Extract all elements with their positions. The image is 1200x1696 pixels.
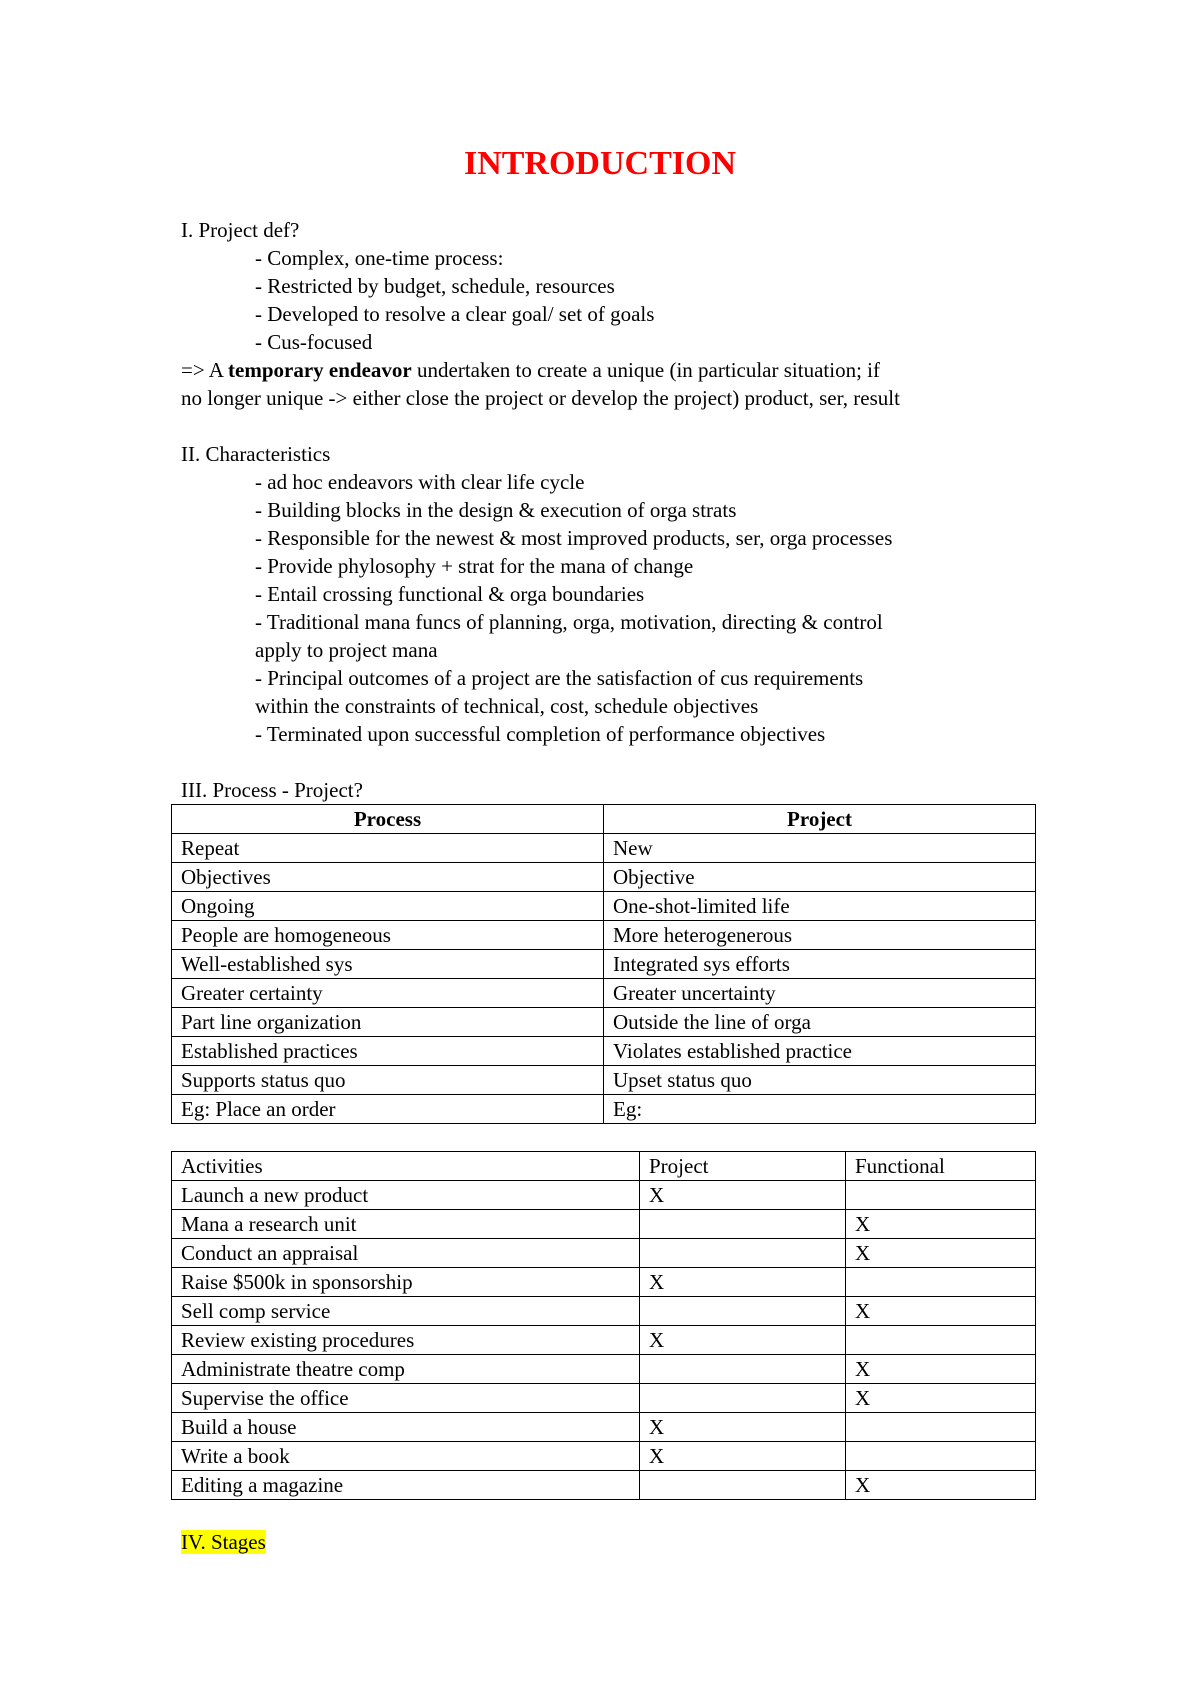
table-row xyxy=(172,1297,1036,1326)
table-cell: New xyxy=(604,834,1036,863)
table-cell: X xyxy=(640,1268,846,1297)
characteristic-line: - Traditional mana funcs of planning, orga, motivation, directing & control xyxy=(255,610,883,634)
table-cell xyxy=(846,1326,1036,1355)
table-cell: Greater uncertainty xyxy=(604,979,1036,1008)
characteristic-line: - ad hoc endeavors with clear life cycle xyxy=(255,470,585,494)
table-row xyxy=(172,1355,1036,1384)
section-heading: II. Characteristics xyxy=(181,442,331,466)
table-cell: Violates established practice xyxy=(604,1037,1036,1066)
table-row xyxy=(172,921,1036,950)
table-cell: Objectives xyxy=(172,863,604,892)
table-row xyxy=(172,1095,1036,1124)
table-cell: Launch a new product xyxy=(172,1181,640,1210)
table-cell xyxy=(640,1471,846,1500)
table-cell: Well-established sys xyxy=(172,950,604,979)
definition-line xyxy=(181,356,880,384)
table-cell: X xyxy=(846,1297,1036,1326)
section-heading xyxy=(181,1528,266,1556)
process-project-table xyxy=(171,804,1036,1124)
table-row xyxy=(172,1008,1036,1037)
section-heading: III. Process - Project? xyxy=(181,778,363,802)
table-cell: Supervise the office xyxy=(172,1384,640,1413)
table-cell: Write a book xyxy=(172,1442,640,1471)
table-row xyxy=(172,979,1036,1008)
definition-bold-term: temporary endeavor xyxy=(228,358,412,382)
column-header: Activities xyxy=(172,1152,640,1181)
table-row xyxy=(172,1471,1036,1500)
definition-line-2: no longer unique -> either close the project or develop the project) product, ser, result xyxy=(181,386,900,410)
characteristic-line: apply to project mana xyxy=(255,638,438,662)
column-header: Process xyxy=(172,805,604,834)
table-cell: X xyxy=(640,1442,846,1471)
table-row xyxy=(172,1442,1036,1471)
table-row xyxy=(172,834,1036,863)
column-header: Functional xyxy=(846,1152,1036,1181)
table-cell: Build a house xyxy=(172,1413,640,1442)
characteristic-line: - Principal outcomes of a project are the satisfaction of cus requirements xyxy=(255,666,864,690)
table-cell: X xyxy=(640,1413,846,1442)
bullet-line: - Complex, one-time process: xyxy=(255,246,504,270)
characteristic-line: - Responsible for the newest & most improved products, ser, orga processes xyxy=(255,526,893,550)
table-row xyxy=(172,1384,1036,1413)
characteristic-line: within the constraints of technical, cost, schedule objectives xyxy=(255,694,759,718)
table-cell xyxy=(640,1210,846,1239)
bullet-line: - Restricted by budget, schedule, resources xyxy=(255,274,615,298)
table-cell: Repeat xyxy=(172,834,604,863)
table-cell xyxy=(846,1413,1036,1442)
table-cell: One-shot-limited life xyxy=(604,892,1036,921)
table-cell: Greater certainty xyxy=(172,979,604,1008)
activities-table xyxy=(171,1151,1036,1500)
bullet-line: - Cus-focused xyxy=(255,330,373,354)
table-cell: X xyxy=(640,1181,846,1210)
table-cell xyxy=(640,1239,846,1268)
table-cell: People are homogeneous xyxy=(172,921,604,950)
table-cell xyxy=(640,1297,846,1326)
table-cell: Ongoing xyxy=(172,892,604,921)
section-heading: I. Project def? xyxy=(181,218,300,242)
bullet-line: - Developed to resolve a clear goal/ set of goals xyxy=(255,302,655,326)
table-cell: X xyxy=(640,1326,846,1355)
definition-rest: undertaken to create a unique (in particular situation; if xyxy=(411,358,880,382)
table-cell: Conduct an appraisal xyxy=(172,1239,640,1268)
table-cell: Upset status quo xyxy=(604,1066,1036,1095)
table-row xyxy=(172,863,1036,892)
table-cell: Sell comp service xyxy=(172,1297,640,1326)
table-cell: X xyxy=(846,1210,1036,1239)
table-cell: Eg: xyxy=(604,1095,1036,1124)
table-row xyxy=(172,1181,1036,1210)
table-cell: X xyxy=(846,1355,1036,1384)
table-cell: Raise $500k in sponsorship xyxy=(172,1268,640,1297)
characteristic-line: - Building blocks in the design & execution of orga strats xyxy=(255,498,737,522)
table-cell: Editing a magazine xyxy=(172,1471,640,1500)
table-cell: Review existing procedures xyxy=(172,1326,640,1355)
table-row xyxy=(172,1413,1036,1442)
table-cell: Mana a research unit xyxy=(172,1210,640,1239)
table-header-row xyxy=(172,805,1036,834)
table-row xyxy=(172,1239,1036,1268)
column-header: Project xyxy=(640,1152,846,1181)
highlighted-heading: IV. Stages xyxy=(181,1530,266,1554)
table-cell xyxy=(640,1355,846,1384)
table-cell: Established practices xyxy=(172,1037,604,1066)
table-cell: Eg: Place an order xyxy=(172,1095,604,1124)
table-cell xyxy=(846,1181,1036,1210)
table-cell: X xyxy=(846,1239,1036,1268)
table-header-row xyxy=(172,1152,1036,1181)
table-cell: Part line organization xyxy=(172,1008,604,1037)
table-cell: Outside the line of orga xyxy=(604,1008,1036,1037)
table-row xyxy=(172,1210,1036,1239)
table-row xyxy=(172,1066,1036,1095)
table-row xyxy=(172,892,1036,921)
table-cell xyxy=(846,1268,1036,1297)
table-cell xyxy=(640,1384,846,1413)
table-cell: X xyxy=(846,1384,1036,1413)
characteristic-line: - Entail crossing functional & orga boundaries xyxy=(255,582,645,606)
table-row xyxy=(172,1326,1036,1355)
table-cell: Objective xyxy=(604,863,1036,892)
table-row xyxy=(172,1268,1036,1297)
table-cell: More heterogenerous xyxy=(604,921,1036,950)
characteristic-line: - Provide phylosophy + strat for the mana of change xyxy=(255,554,694,578)
table-cell: Supports status quo xyxy=(172,1066,604,1095)
table-row xyxy=(172,1037,1036,1066)
definition-prefix: => A xyxy=(181,358,229,382)
characteristic-line: - Terminated upon successful completion of performance objectives xyxy=(255,722,826,746)
table-cell xyxy=(846,1442,1036,1471)
table-cell: X xyxy=(846,1471,1036,1500)
table-cell: Integrated sys efforts xyxy=(604,950,1036,979)
table-cell: Administrate theatre comp xyxy=(172,1355,640,1384)
column-header: Project xyxy=(604,805,1036,834)
table-row xyxy=(172,950,1036,979)
page-title: INTRODUCTION xyxy=(463,145,737,182)
